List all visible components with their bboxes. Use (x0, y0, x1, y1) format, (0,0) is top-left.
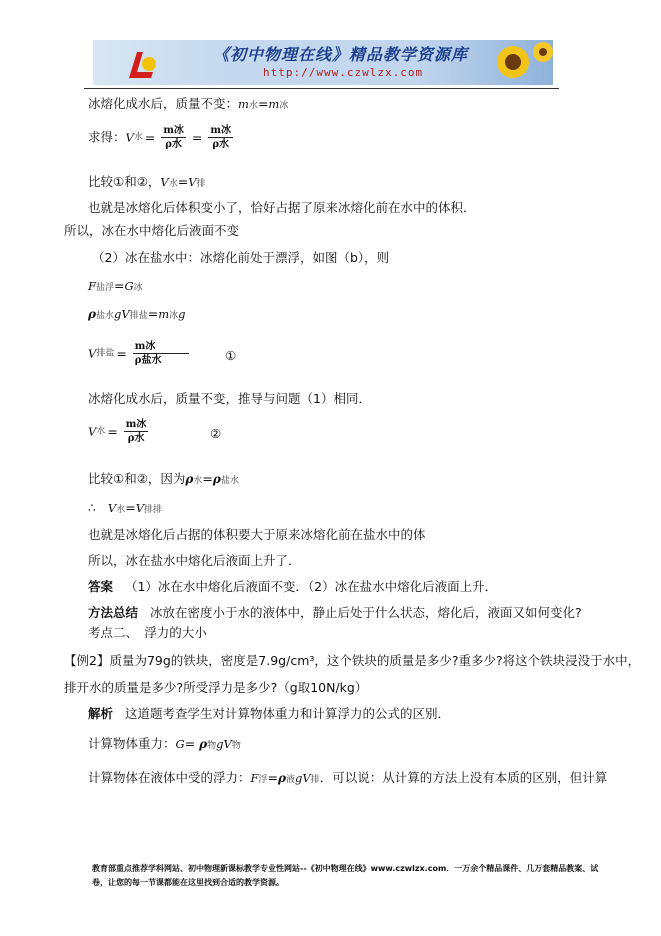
equation-v-salt: V排盐 = $\frac{\text{m冰}}{\text{ρ盐水}}$ (88, 340, 189, 367)
header-divider (84, 88, 559, 89)
fraction-2: $\frac{\text{m冰}}{\text{ρ水}}$ (210, 125, 231, 150)
text-line-6: （2）冰在盐水中：冰熔化前处于漂浮，如图（b），则 (92, 250, 390, 265)
text-line-4: 也就是冰熔化后体积变小了，恰好占据了原来冰熔化前在水中的体积． (88, 200, 476, 215)
text-line-12: 比较①和②，因为ρ水=ρ盐水 (88, 471, 239, 486)
sunflower-icon (473, 40, 553, 85)
fraction-3: $\frac{\text{m冰}}{\text{ρ盐水}}$ (133, 340, 189, 367)
method-summary-line: 方法总结 冰放在密度小于水的液体中，静止后处于什么状态，熔化后，液面又如何变化? (88, 605, 582, 620)
text-line-therefore: ∴ V水=V排排 (88, 500, 163, 515)
equation-v-water-2: V水 = $\frac{\text{m冰}}{\text{ρ水}}$ (88, 419, 147, 444)
equation-rho-salt: ρ盐水gV排盐=m冰g (88, 306, 186, 321)
equation-v-water: 求得：V水 = $\frac{\text{m冰}}{\text{ρ水}}$ = $\frac{\text{m冰}}{\text{ρ水}}$ (88, 125, 231, 150)
buoyancy-formula-line: 计算物体在液体中受的浮力：F浮=ρ液gV排．可以说：从计算的方法上没有本质的区别，但计算 (88, 770, 608, 785)
example-2-line-2: 排开水的质量是多少?所受浮力是多少?（g取10N/kg） (64, 680, 368, 695)
logo-icon (123, 44, 163, 84)
fraction-1: $\frac{\text{m冰}}{\text{ρ水}}$ (163, 125, 184, 150)
header-title: 《初中物理在线》精品教学资源库 (213, 45, 469, 64)
section-heading-2: 考点二、 浮力的大小 (88, 625, 207, 640)
mark-2: ② (210, 426, 222, 441)
text-line-compare: 比较①和②，V水=V排 (88, 174, 206, 189)
text-line-15: 所以，冰在盐水中熔化后液面上升了． (88, 553, 301, 568)
mark-1: ① (225, 348, 237, 363)
equation-f-float: F盐浮=G冰 (88, 278, 143, 293)
answer-line: 答案 （1）冰在水中熔化后液面不变．（2）冰在盐水中熔化后液面上升． (88, 579, 498, 594)
text-line-14: 也就是冰熔化后占据的体积要大于原来冰熔化前在盐水中的体 (88, 527, 426, 542)
header-url: http://www.czwlzx.com (263, 66, 424, 79)
text-line-5: 所以，冰在水中熔化后液面不变 (64, 223, 240, 238)
example-2-line-1: 【例2】质量为79g的铁块，密度是7.9g/cm³，这个铁块的质量是多少?重多少?将这个铁块浸没于水中， (64, 653, 641, 668)
header-banner (93, 40, 553, 85)
fraction-4: $\frac{\text{m冰}}{\text{ρ水}}$ (125, 419, 147, 444)
analysis-line: 解析 这道题考查学生对计算物体重力和计算浮力的公式的区别． (88, 706, 450, 721)
footer-text: 教育部重点推荐学科网站、初中物理新课标教学专业性网站--《初中物理在线》www.czwlzx.com．一万余个精品课件、几万套精品教案、试卷，让您的每一节课都能在这里找到合适的教学资源。 (92, 864, 599, 887)
gravity-formula-line: 计算物体重力：G= ρ物gV物 (88, 736, 241, 751)
text-line-1: 冰熔化成水后，质量不变：m水=m冰 (88, 96, 289, 111)
text-line-10: 冰熔化成水后，质量不变，推导与问题（1）相同． (88, 391, 371, 406)
